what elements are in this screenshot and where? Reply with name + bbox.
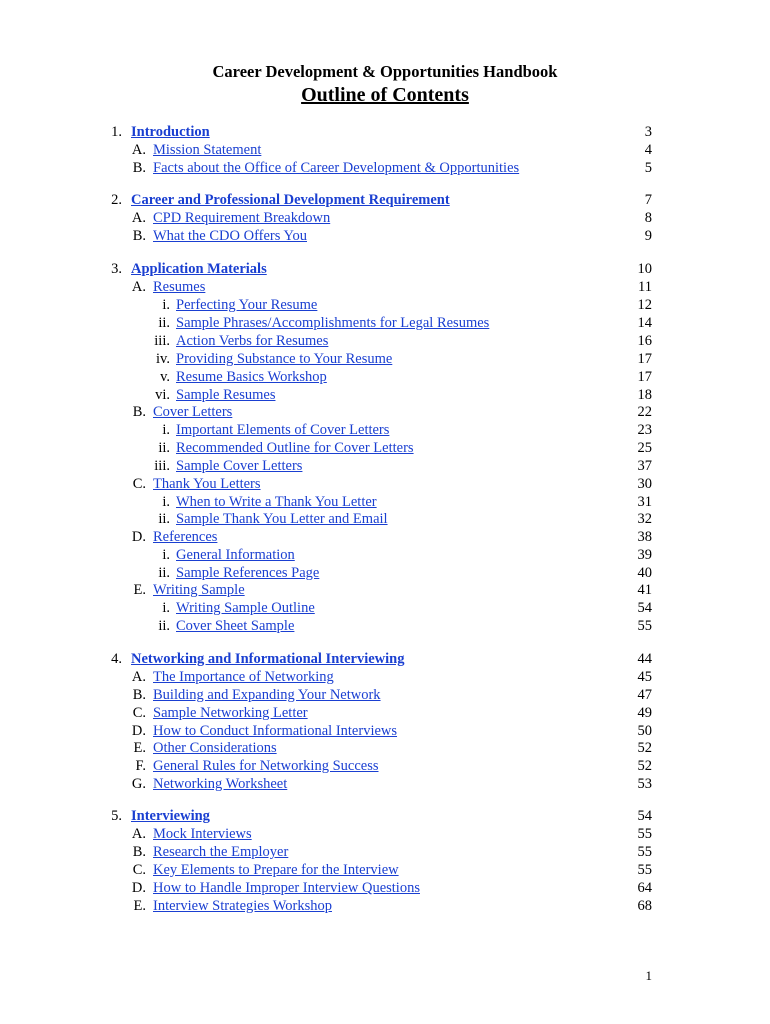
toc-entry-number: D.: [131, 723, 146, 739]
toc-entry-number: D.: [131, 880, 146, 896]
toc-entry-link[interactable]: How to Handle Improper Interview Questions: [153, 880, 420, 896]
toc-entry-label: [153, 704, 308, 722]
toc-page-number: 8: [644, 210, 652, 226]
toc-section-row: [0, 123, 770, 141]
toc-page-number: 12: [637, 297, 652, 313]
toc-entry-row: [0, 227, 770, 245]
toc-entry-number: A.: [131, 279, 146, 295]
toc-entry-link[interactable]: Perfecting Your Resume: [176, 297, 318, 313]
toc-page-number: 55: [637, 844, 652, 860]
toc-entry-number: E.: [133, 740, 146, 756]
toc-entry-label: [176, 510, 388, 528]
toc-entry-row: [0, 159, 770, 177]
toc-entry-row: [0, 439, 770, 457]
toc-entry-link[interactable]: Sample Networking Letter: [153, 705, 308, 721]
toc-entry-link[interactable]: Providing Substance to Your Resume: [176, 351, 393, 367]
toc-entry-link[interactable]: Resumes: [153, 279, 206, 295]
toc-entry-number: B.: [132, 844, 146, 860]
toc-entry-number: ii.: [158, 618, 170, 634]
toc-entry-link[interactable]: Mission Statement: [153, 142, 262, 158]
toc-entry-row: [0, 421, 770, 439]
toc-entry-label: [176, 350, 392, 368]
toc-entry-label: [131, 650, 405, 668]
toc-entry-label: [176, 332, 328, 350]
toc-entry-row: [0, 564, 770, 582]
toc-page-number: 32: [637, 511, 652, 527]
toc-entry-label: [153, 209, 330, 227]
toc-entry-row: [0, 843, 770, 861]
toc-entry-row: [0, 599, 770, 617]
toc-entry-label: [176, 421, 389, 439]
toc-entry-number: ii.: [158, 511, 170, 527]
toc-entry-number: B.: [132, 160, 146, 176]
toc-entry-link[interactable]: Facts about the Office of Career Development & Opportunities: [153, 160, 520, 176]
toc-entry-number: iv.: [156, 351, 170, 367]
toc-entry-link[interactable]: What the CDO Offers You: [153, 228, 307, 244]
toc-entry-row: [0, 493, 770, 511]
toc-entry-link[interactable]: Introduction: [131, 124, 210, 140]
toc-entry-number: A.: [131, 669, 146, 685]
toc-page-number: 44: [637, 651, 652, 667]
toc-entry-label: [131, 260, 267, 278]
toc-entry-link[interactable]: Cover Letters: [153, 404, 233, 420]
toc-entry-link[interactable]: General Rules for Networking Success: [153, 758, 379, 774]
toc-entry-number: vi.: [155, 387, 170, 403]
toc-page-number: 18: [637, 387, 652, 403]
toc-entry-row: [0, 879, 770, 897]
toc-entry-row: [0, 739, 770, 757]
toc-entry-number: C.: [132, 862, 146, 878]
toc-entry-label: [153, 403, 232, 421]
toc-page-number: 55: [637, 826, 652, 842]
toc-entry-row: [0, 546, 770, 564]
toc-entry-link[interactable]: Networking and Informational Interviewing: [131, 651, 405, 667]
toc-page-number: 52: [637, 758, 652, 774]
toc-entry-label: [176, 546, 295, 564]
toc-entry-number: A.: [131, 142, 146, 158]
toc-entry-link[interactable]: Application Materials: [131, 261, 267, 277]
toc-entry-link[interactable]: Mock Interviews: [153, 826, 252, 842]
toc-entry-row: [0, 350, 770, 368]
toc-entry-link[interactable]: Writing Sample Outline: [176, 600, 315, 616]
toc-page-number: 16: [637, 333, 652, 349]
toc-entry-number: i.: [162, 422, 170, 438]
toc-entry-row: [0, 861, 770, 879]
outline-title: Outline of Contents: [301, 84, 469, 106]
toc-page-number: 3: [644, 124, 652, 140]
toc-page-number: 39: [637, 547, 652, 563]
toc-entry-number: A.: [131, 210, 146, 226]
toc-page-number: 41: [637, 582, 652, 598]
toc-entry-link[interactable]: Sample Thank You Letter and Email: [176, 511, 388, 527]
toc-entry-label: [153, 528, 217, 546]
toc-page-number: 5: [644, 160, 652, 176]
toc-entry-number: iii.: [154, 458, 170, 474]
toc-entry-row: [0, 368, 770, 386]
toc-page-number: 31: [637, 494, 652, 510]
toc-entry-row: [0, 209, 770, 227]
toc-page-number: 55: [637, 862, 652, 878]
toc-entry-number: ii.: [158, 565, 170, 581]
toc-entry-label: [153, 227, 307, 245]
toc-entry-number: i.: [162, 547, 170, 563]
toc-entry-link[interactable]: Writing Sample: [153, 582, 245, 598]
toc-page-number: 10: [637, 261, 652, 277]
toc-entry-label: [153, 475, 261, 493]
page-number: 1: [645, 968, 652, 983]
toc-entry-link[interactable]: CPD Requirement Breakdown: [153, 210, 331, 226]
toc-entry-number: C.: [132, 476, 146, 492]
toc-entry-label: [153, 775, 287, 793]
toc-page-number: 23: [637, 422, 652, 438]
toc-section-row: [0, 650, 770, 668]
toc-entry-row: [0, 775, 770, 793]
toc-entry-row: [0, 296, 770, 314]
toc-entry-number: ii.: [158, 440, 170, 456]
toc-entry-number: B.: [132, 687, 146, 703]
toc-entry-label: [153, 739, 277, 757]
toc-entry-link[interactable]: How to Conduct Informational Interviews: [153, 723, 398, 739]
toc-entry-number: i.: [162, 494, 170, 510]
toc-entry-number: ii.: [158, 315, 170, 331]
toc-entry-link[interactable]: Sample Cover Letters: [176, 458, 303, 474]
toc-entry-label: [153, 159, 519, 177]
toc-page-number: 17: [637, 369, 652, 385]
toc-entry-number: B.: [132, 228, 146, 244]
toc-entry-link[interactable]: Sample Resumes: [176, 387, 276, 403]
toc-page-number: 40: [637, 565, 652, 581]
toc-entry-label: [153, 141, 261, 159]
toc-entry-label: [131, 123, 210, 141]
toc-section-row: [0, 191, 770, 209]
toc-entry-label: [176, 296, 317, 314]
toc-entry-link[interactable]: Networking Worksheet: [153, 776, 288, 792]
toc-entry-label: [176, 457, 302, 475]
toc-page-number: 53: [637, 776, 652, 792]
toc-entry-number: D.: [131, 529, 146, 545]
toc-page-number: 45: [637, 669, 652, 685]
toc-entry-link[interactable]: References: [153, 529, 218, 545]
toc-entry-link[interactable]: Career and Professional Development Requirement: [131, 192, 450, 208]
toc-page-number: 68: [637, 898, 652, 914]
toc-entry-label: [153, 686, 381, 704]
toc-entry-number: E.: [133, 898, 146, 914]
toc-entry-row: [0, 617, 770, 635]
toc-entry-label: [131, 807, 210, 825]
toc-page-number: 9: [644, 228, 652, 244]
toc-entry-number: v.: [160, 369, 170, 385]
toc-entry-label: [176, 564, 319, 582]
toc-entry-number: 1.: [111, 124, 122, 140]
toc-entry-row: [0, 510, 770, 528]
toc-section-row: [0, 260, 770, 278]
toc-entry-link[interactable]: Key Elements to Prepare for the Interview: [153, 862, 399, 878]
toc-entry-row: [0, 897, 770, 915]
toc-entry-row: [0, 668, 770, 686]
toc-page-number: 17: [637, 351, 652, 367]
toc-entry-label: [153, 879, 420, 897]
toc-entry-row: [0, 704, 770, 722]
toc-entry-label: [176, 368, 327, 386]
toc-entry-number: i.: [162, 600, 170, 616]
toc-page-number: 55: [637, 618, 652, 634]
toc-entry-link[interactable]: The Importance of Networking: [153, 669, 334, 685]
toc-entry-link[interactable]: Cover Sheet Sample: [176, 618, 295, 634]
toc-entry-label: [176, 599, 315, 617]
toc-entry-number: i.: [162, 297, 170, 313]
toc-page-number: 11: [638, 279, 652, 295]
toc-page-number: 49: [637, 705, 652, 721]
toc-entry-label: [153, 722, 397, 740]
toc-entry-label: [176, 439, 414, 457]
toc-entry-link[interactable]: Interviewing: [131, 808, 210, 824]
toc-entry-number: G.: [131, 776, 146, 792]
toc-entry-row: [0, 528, 770, 546]
toc-entry-label: [176, 493, 377, 511]
toc-page-number: 38: [637, 529, 652, 545]
toc-entry-number: B.: [132, 404, 146, 420]
toc-entry-link[interactable]: Recommended Outline for Cover Letters: [176, 440, 414, 456]
toc-page-number: 50: [637, 723, 652, 739]
toc-entry-label: [153, 897, 332, 915]
toc-entry-link[interactable]: Research the Employer: [153, 844, 289, 860]
toc-entry-link[interactable]: Sample References Page: [176, 565, 320, 581]
toc-entry-number: F.: [135, 758, 146, 774]
toc-entry-number: C.: [132, 705, 146, 721]
toc-page-number: 7: [644, 192, 652, 208]
toc-entry-link[interactable]: Thank You Letters: [153, 476, 261, 492]
toc-entry-label: [153, 843, 288, 861]
toc-page-number: 22: [637, 404, 652, 420]
toc-entry-row: [0, 686, 770, 704]
toc-entry-link[interactable]: Resume Basics Workshop: [176, 369, 327, 385]
toc-entry-row: [0, 141, 770, 159]
toc-entry-label: [153, 757, 379, 775]
toc-entry-row: [0, 403, 770, 421]
toc-entry-row: [0, 314, 770, 332]
toc-page-number: 30: [637, 476, 652, 492]
toc-entry-label: [153, 668, 334, 686]
toc-entry-link[interactable]: When to Write a Thank You Letter: [176, 494, 377, 510]
toc-entry-label: [176, 314, 489, 332]
toc-entry-number: iii.: [154, 333, 170, 349]
toc-entry-link[interactable]: Sample Phrases/Accomplishments for Legal Resumes: [176, 315, 490, 331]
toc-entry-row: [0, 457, 770, 475]
toc-page-number: 54: [637, 600, 652, 616]
toc-page-number: 14: [637, 315, 652, 331]
toc-entry-number: 2.: [111, 192, 122, 208]
toc-page-number: 54: [637, 808, 652, 824]
toc-entry-link[interactable]: Interview Strategies Workshop: [153, 898, 332, 914]
toc-entry-label: [176, 617, 294, 635]
toc-entry-label: [153, 278, 205, 296]
toc-page-number: 25: [637, 440, 652, 456]
toc-entry-number: 5.: [111, 808, 122, 824]
handbook-title: Career Development & Opportunities Handbook: [212, 62, 558, 81]
toc-entry-link[interactable]: Other Considerations: [153, 740, 277, 756]
toc-entry-link[interactable]: Building and Expanding Your Network: [153, 687, 381, 703]
toc-entry-number: 3.: [111, 261, 122, 277]
toc-entry-row: [0, 278, 770, 296]
toc-entry-label: [131, 191, 450, 209]
toc-entry-row: [0, 757, 770, 775]
toc-entry-label: [176, 386, 275, 404]
toc-entry-label: [153, 825, 252, 843]
toc-entry-number: A.: [131, 826, 146, 842]
toc-entry-row: [0, 722, 770, 740]
toc-entry-row: [0, 332, 770, 350]
toc-entry-link[interactable]: General Information: [176, 547, 295, 563]
toc-entry-row: [0, 475, 770, 493]
toc-entry-row: [0, 825, 770, 843]
toc-entry-link[interactable]: Action Verbs for Resumes: [176, 333, 329, 349]
toc-entry-row: [0, 581, 770, 599]
toc-page-number: 47: [637, 687, 652, 703]
toc-entry-label: [153, 861, 399, 879]
toc-page-number: 52: [637, 740, 652, 756]
toc-page-number: 37: [637, 458, 652, 474]
toc-entry-number: 4.: [111, 651, 122, 667]
toc-entry-link[interactable]: Important Elements of Cover Letters: [176, 422, 390, 438]
toc-entry-label: [153, 581, 245, 599]
toc-entry-number: E.: [133, 582, 146, 598]
toc-section-row: [0, 807, 770, 825]
toc-page-number: 4: [644, 142, 652, 158]
toc-entry-row: [0, 386, 770, 404]
toc-page-number: 64: [637, 880, 652, 896]
